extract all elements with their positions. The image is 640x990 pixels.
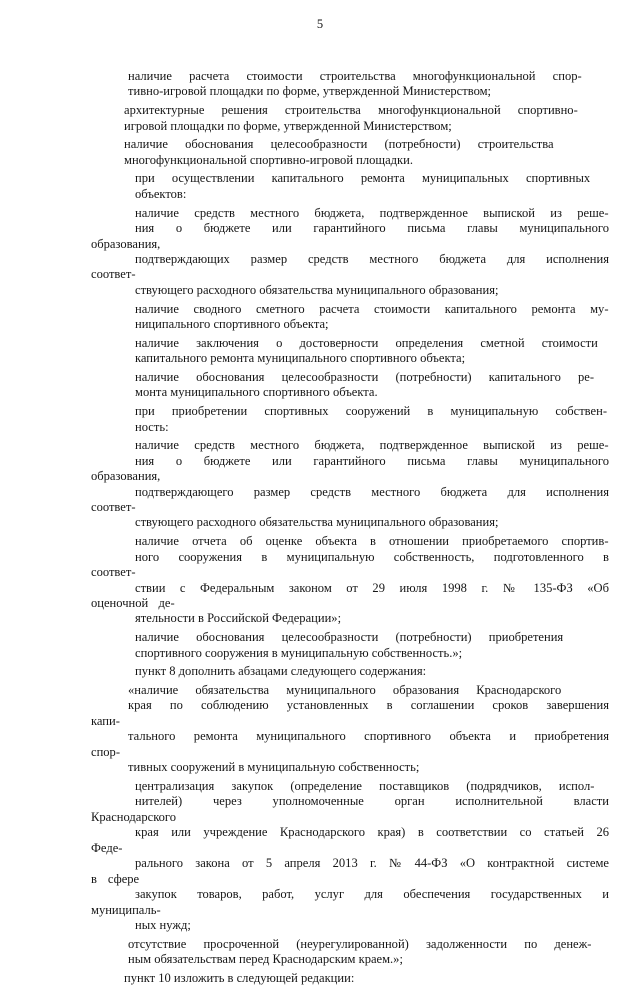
text-line: ствующего расходного обязательства муниципального образования; [135,282,499,297]
text-line: ствующего расходного обязательства муниципального образования; [135,515,499,530]
text-line: отсутствие просроченной (неурегулированной) задолженности по денеж- [128,936,592,951]
text-line: наличие обоснования целесообразности (потребности) капитального ре- [135,369,595,384]
text-line: наличие отчета об оценке объекта в отношении приобретаемого спортив- [135,534,609,549]
text-line: тального ремонта муниципального спортивного объекта и приобретения спор- [91,729,609,759]
text-line: наличие сводного сметного расчета стоимости капитального ремонта му- [135,301,609,316]
text-line: наличие средств местного бюджета, подтвержденное выпиской из реше- [135,438,609,453]
text-line: наличие обоснования целесообразности (потребности) приобретения [135,630,564,645]
paragraph [91,370,609,401]
paragraph [91,937,609,968]
text-line: монта муниципального спортивного объекта. [135,385,378,400]
text-line: наличие обоснования целесообразности (потребности) строительства [124,137,554,152]
text-line: ного сооружения в муниципальную собственность, подготовленного в соответ- [91,549,609,580]
paragraph [91,171,609,202]
text-line: нителей) через уполномоченные орган исполнительной власти Краснодарского [91,794,609,824]
paragraph [91,206,609,299]
paragraph [91,664,609,679]
text-line: тивно-игровой площадки по форме, утвержденной Министерством; [128,84,492,99]
text-line: подтверждающего размер средств местного бюджета для исполнения соответ- [91,484,609,515]
text-line: игровой площадки по форме, утвержденной Министерством; [124,118,452,133]
document-body [91,69,609,990]
paragraph [91,779,609,934]
paragraph [91,534,609,627]
text-line: капитального ремонта муниципального спортивного объекта; [135,351,466,366]
text-line: наличие заключения о достоверности определения сметной стоимости [135,335,598,350]
paragraph [91,683,609,776]
paragraph [91,302,609,333]
text-line: пункт 10 изложить в следующей редакции: [124,970,355,985]
page-number: 5 [316,17,324,31]
text-line: рального закона от 5 апреля 2013 г. № 44-ФЗ «О контрактной системе в сфере [91,856,609,886]
paragraph [91,69,609,100]
text-line: спортивного сооружения в муниципальную собственность.»; [135,645,463,660]
text-line: ствии с Федеральным законом от 29 июля 1998 г. № 135-ФЗ «Об оценочной де- [91,580,609,610]
text-line: ятельности в Российской Федерации»; [135,611,342,626]
text-line: при приобретении спортивных сооружений в муниципальную собствен- [135,404,607,419]
text-line: объектов: [135,186,187,201]
paragraph [91,137,609,168]
text-line: наличие средств местного бюджета, подтвержденное выпиской из реше- [135,205,609,220]
paragraph [91,438,609,531]
text-line: ниципального спортивного объекта; [135,317,329,332]
paragraph [91,404,609,435]
text-line: «наличие обязательства муниципального образования Краснодарского [128,683,562,698]
text-line: ния о бюджете или гарантийного письма главы муниципального образования, [91,221,609,251]
text-line: края или учреждение Краснодарского края) в соответствии со статьей 26 Феде- [91,825,609,855]
text-line: ным обязательствам перед Краснодарским краем.»; [128,952,403,967]
text-line: архитектурные решения строительства многофункциональной спортивно- [124,103,578,118]
text-line: наличие расчета стоимости строительства многофункциональной спор- [128,69,582,83]
text-line: централизация закупок (определение поставщиков (подрядчиков, испол- [135,778,595,793]
paragraph [91,971,609,986]
text-line: ность: [135,419,169,434]
text-line: пункт 8 дополнить абзацами следующего содержания: [135,664,427,679]
text-line: ных нужд; [135,918,191,933]
text-line: ния о бюджете или гарантийного письма главы муниципального образования, [91,453,609,484]
paragraph [91,103,609,134]
text-line: тивных сооружений в муниципальную собственность; [128,760,420,775]
text-line: многофункциональной спортивно-игровой площадки. [124,152,413,167]
paragraph [91,336,609,367]
text-line: подтверждающих размер средств местного бюджета для исполнения соответ- [91,251,609,282]
text-line: при осуществлении капитального ремонта муниципальных спортивных [135,171,591,186]
text-line: закупок товаров, работ, услуг для обеспечения государственных и муниципаль- [91,887,609,917]
text-line: края по соблюдению установленных в соглашении сроков завершения капи- [91,698,609,728]
paragraph [91,630,609,661]
